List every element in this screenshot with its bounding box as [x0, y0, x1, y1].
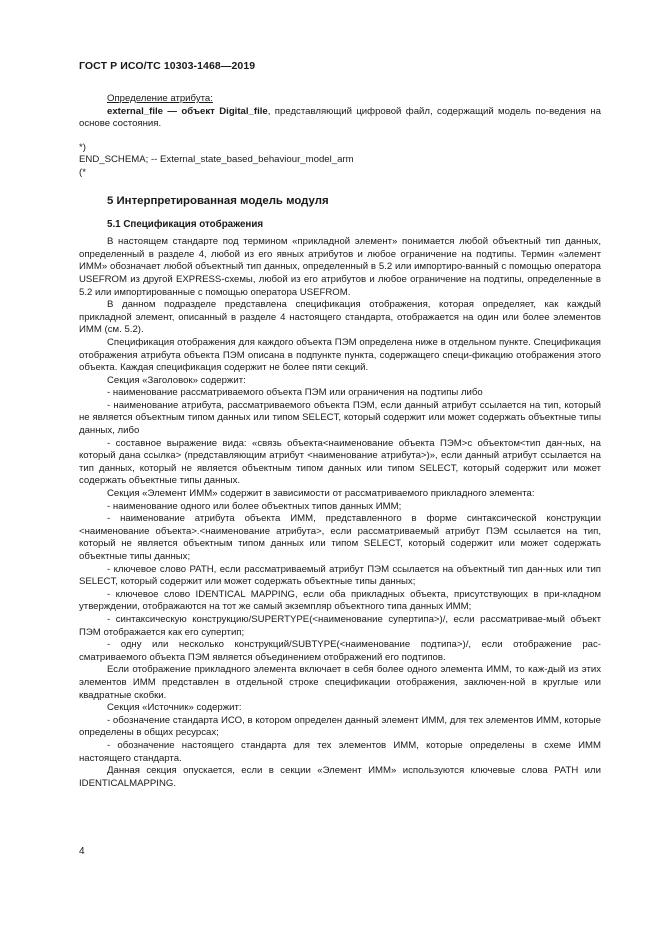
code-line-open: (* — [79, 166, 86, 178]
list-item: - обозначение настоящего стандарта для тех элементов ИММ, которые определены в схеме ИММ настоящего стандарта. — [79, 739, 601, 764]
list-item: - синтаксическую конструкцию/SUPERTYPE(<наименование супертипа>)/, если рассматривае-мый объект ПЭМ отображается как его супертип; — [79, 613, 601, 638]
list-item: - составное выражение вида: «связь объекта<наименование объекта ПЭМ>с объектом<тип дан-ных, на который дана ссылка> (представляющим атрибут <наименование атрибута>)», если данный атрибут ссылается на тип данных, который не является объектным типом данных или типом SELECT, который содержит или может содержать объектные типы данных. — [79, 437, 601, 487]
list-item: - одну или несколько конструкций/SUBTYPE(<наименование подтипа>)/, если отображение рас-сматриваемого объекта ПЭМ является объединением отображений его подтипов. — [79, 639, 601, 663]
page-header: ГОСТ Р ИСО/ТС 10303-1468—2019 — [79, 60, 256, 72]
attribute-object: объект Digital_file — [181, 105, 268, 117]
list-item: - наименование атрибута, рассматриваемого объекта ПЭМ, если данный атрибут ссылается на тип, который не является объектным типом данных или типом SELECT, который содержит или может содержать объектные типы данных, либо — [79, 399, 601, 437]
list-item: - наименование рассматриваемого объекта ПЭМ или ограничения на подтипы либо — [107, 387, 483, 399]
paragraph: Данная секция опускается, если в секции «Элемент ИММ» используются ключевые слова PATH или IDENTICALMAPPING. — [79, 765, 601, 789]
list-item: - ключевое слово PATH, если рассматриваемый атрибут ПЭМ ссылается на объектный тип дан-ных или тип SELECT, который содержит или может содержать объектные типы данных; — [79, 563, 601, 588]
attribute-definition-heading: Определение атрибута: — [107, 93, 213, 104]
code-line-end-schema: END_SCHEMA; -- External_state_based_behaviour_model_arm — [79, 154, 354, 166]
paragraph: Секция «Элемент ИММ» содержит в зависимости от рассматриваемого прикладного элемента: — [107, 488, 535, 500]
list-item: - ключевое слово IDENTICAL MAPPING, если оба прикладных объекта, присутствующих в при-кладном утверждении, отображаются на тот же самый экземпляр объектного типа данных ИММ; — [79, 588, 601, 613]
attribute-definition: external_file — объект Digital_file, представляющий цифровой файл, содержащий модель по-ведения на основе состояния. — [79, 105, 602, 130]
paragraph: Если отображение прикладного элемента включает в себя более одного элемента ИММ, то каж-дый из этих элементов ИММ представлен в отдельной строке спецификации отображения, заключен-ной в круглые или квадратные скобки. — [79, 664, 601, 701]
list-item: - наименование атрибута объекта ИММ, представленного в форме синтаксической конструкции <наименование объекта>.<наименование атрибута>, если рассматриваемый атрибут ПЭМ ссылается на тип, который не является объектным типом данных или типом SELECT, который содержит или может содержать объектные типы данных; — [79, 513, 601, 562]
paragraph: В настоящем стандарте под термином «прикладной элемент» понимается любой объектный тип данных, определенный в разделе 4, любой из его явных атрибутов и любое ограничение на подтипы. Термин «элемент ИММ» обозначает любой объектный тип данных, определенный в 5.2 или импортиро-ванный с помощью оператора USEFROM из другой EXPRESS-схемы, любой из его атрибутов и любое ограничение на подтипы, определенные в 5.2 или импортированные с помощью оператора USEFROM. — [79, 236, 601, 298]
page-content — [79, 93, 601, 790]
code-line-close: *) — [79, 141, 86, 153]
paragraph: В данном подразделе представлена спецификация отображения, которая определяет, как каждый прикладной элемент, описанный в разделе 4 настоящего стандарта, отображается на один или более элементов ИММ (см. 5.2). — [79, 299, 601, 336]
section-5-title: 5 Интерпретированная модель модуля — [107, 194, 329, 207]
section-5-1-title: 5.1 Спецификация отображения — [107, 218, 264, 230]
attribute-term: external_file — [107, 105, 163, 117]
paragraph: Секция «Заголовок» содержит: — [107, 374, 246, 386]
list-item: - наименование одного или более объектных типов данных ИММ; — [107, 500, 402, 512]
list-item: - обозначение стандарта ИСО, в котором определен данный элемент ИММ, для тех элементов ИММ, которые определены в общих ресурсах; — [79, 714, 601, 739]
paragraph: Секция «Источник» содержит: — [107, 702, 242, 714]
paragraph: Спецификация отображения для каждого объекта ПЭМ определена ниже в отдельном пункте. Спецификация отображения атрибута объекта ПЭМ описана в подпункте пункта, содержащего специ-фикацию отображения этого объекта. Каждая спецификация содержит не более пяти секций. — [79, 336, 601, 374]
page-number: 4 — [79, 846, 85, 857]
